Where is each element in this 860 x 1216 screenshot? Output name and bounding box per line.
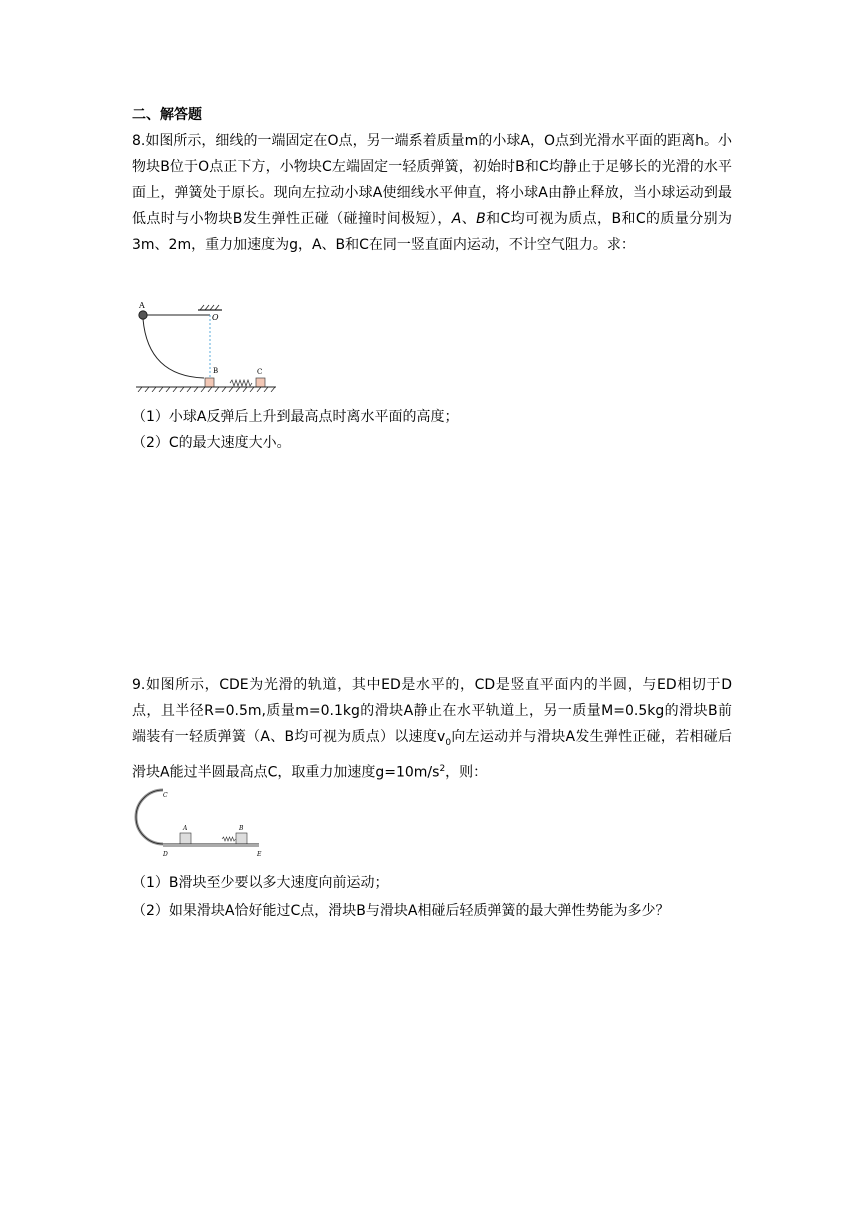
spring xyxy=(230,380,252,386)
block-c xyxy=(256,378,265,387)
q9-stem-part3: ，则： xyxy=(445,764,488,781)
ball-a xyxy=(139,311,147,319)
q8-sub-question-2: （2）C的最大速度大小。 xyxy=(132,435,291,451)
track-diagram xyxy=(125,788,265,860)
label-o: O xyxy=(212,313,219,322)
label-b: B xyxy=(239,825,244,832)
q9-sub-question-2: （2）如果滑块A恰好能过C点，滑块B与滑块A相碰后轻质弹簧的最大弹性势能为多少？ xyxy=(132,903,670,919)
ground-hatch xyxy=(138,387,275,392)
semicircle-track xyxy=(136,790,163,844)
q8-sep: 、 xyxy=(461,211,477,227)
section-title: 二、解答题 xyxy=(132,107,202,123)
label-e: E xyxy=(257,851,262,858)
q9-sub-question-1: （1）B滑块至少要以多大速度向前运动； xyxy=(132,875,389,891)
label-d: D xyxy=(163,851,168,858)
swing-arc xyxy=(143,319,204,378)
q8-stem-part2: 和C均可视为质点，B和C的质量分别为3m、2m，重力加速度为g，A、B和C在同一竖直面内运动，不计空气阻力。求： xyxy=(132,211,733,253)
block-b xyxy=(205,378,214,387)
block-a xyxy=(180,833,191,844)
label-b: B xyxy=(213,367,219,375)
q8-sub-question-1: （1）小球A反弹后上升到最高点时离水平面的高度； xyxy=(132,409,459,425)
question-8-stem xyxy=(132,128,732,258)
label-a: A xyxy=(183,825,188,832)
label-c: C xyxy=(257,368,263,376)
question-9-stem xyxy=(132,672,732,785)
q9-superscript-2: 2 xyxy=(439,763,446,774)
label-a: A xyxy=(139,301,145,310)
ceiling-hatch xyxy=(200,305,219,310)
track-hatch xyxy=(163,844,259,847)
label-c: C xyxy=(163,792,168,799)
q8-italic-b: B xyxy=(476,211,486,227)
semicircle-track-edge xyxy=(136,790,163,844)
pendulum-diagram xyxy=(132,296,282,392)
q9-stem-part1: 9.如图所示，CDE为光滑的轨道，其中ED是水平的，CD是竖直平面内的半圆，与ED相切于D点，且半径R=0.5m,质量m=0.1kg的滑块A静止在水平轨道上，另一质量M=0.5kg的滑块B前端装有一轻质弹簧（A、B均可视为质点）以速度v xyxy=(132,677,732,745)
q9-stem-part2: 向左运动并与滑块A发生弹性正碰，若相碰后滑块A能过半圆最高点C，取重力加速度g=10m/s xyxy=(132,729,732,781)
block-b xyxy=(236,833,247,844)
q9-subscript-0: 0 xyxy=(445,737,452,748)
spring xyxy=(222,837,236,841)
q8-stem-part1: 8.如图所示，细线的一端固定在O点，另一端系着质量m的小球A，O点到光滑水平面的距离h。小物块B位于O点正下方，小物块C左端固定一轻质弹簧，初始时B和C均静止于足够长的光滑的水平面上，弹簧处于原长。现向左拉动小球A使细线水平伸直，将小球A由静止释放，当小球运动到最低点时与小物块B发生弹性正碰（碰撞时间极短）， xyxy=(132,133,732,227)
q8-italic-a: A xyxy=(451,211,462,227)
